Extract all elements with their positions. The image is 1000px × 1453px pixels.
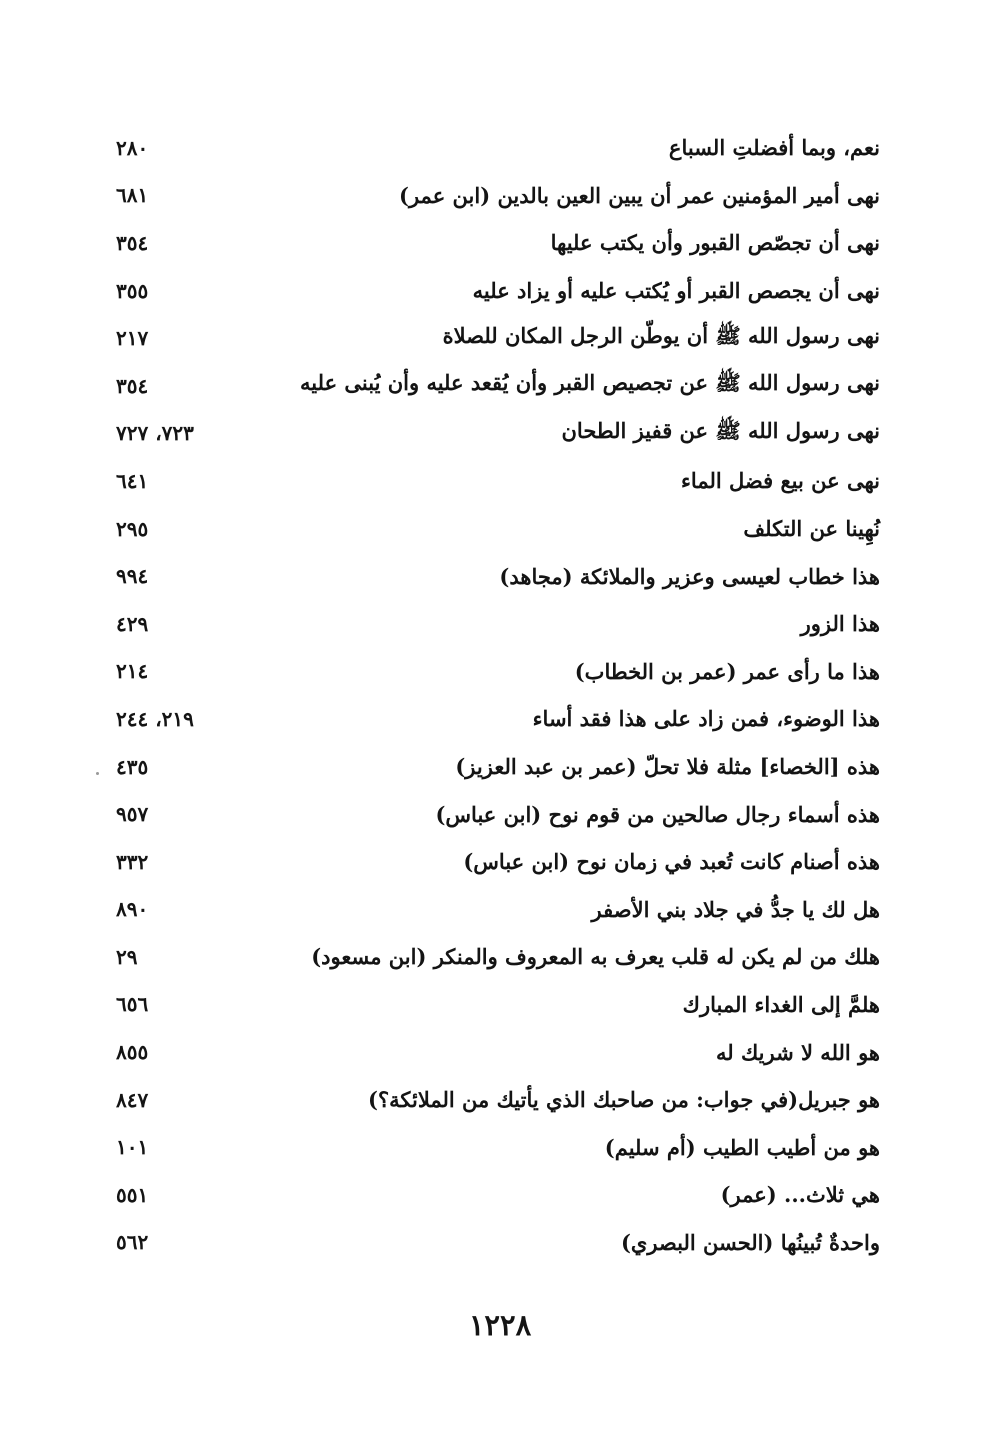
- entry-page-reference: ٧٢٣، ٧٢٧: [116, 421, 194, 446]
- index-entry: [110, 933, 880, 981]
- entry-text: هلك من لم يكن له قلب يعرف به المعروف والمنكر (ابن مسعود): [311, 944, 880, 970]
- entry-page-reference: ٢٩٥: [116, 516, 149, 541]
- entry-text: نهى رسول الله ﷺ عن تجصيص القبر وأن يُقعد عليه وأن يُبنى عليه: [300, 370, 880, 396]
- entry-page-reference: ٦٤١: [116, 468, 149, 493]
- index-entry: [110, 505, 880, 553]
- entry-page-reference: ٢٨٠: [116, 135, 149, 160]
- entry-page-reference: ٤٢٩: [116, 611, 149, 636]
- entry-text: نهى رسول الله ﷺ عن قفيز الطحان: [561, 417, 880, 443]
- index-entry: [110, 124, 880, 172]
- entry-text: هلمَّ إلى الغداء المبارك: [682, 991, 880, 1017]
- entry-text: نهى رسول الله ﷺ أن يوطّن الرجل المكان للصلاة: [442, 322, 880, 348]
- entry-text: هل لك يا جدُّ في جلاد بني الأصفر: [591, 896, 880, 922]
- entry-text: نهى أمير المؤمنين عمر أن يبين العين بالدين (ابن عمر): [399, 182, 880, 208]
- entry-text: نعم، وبما أفضلتِ السباع: [668, 135, 880, 161]
- entry-page-reference: ٢٩: [116, 944, 138, 969]
- index-entry: [110, 838, 880, 886]
- index-entry: [110, 1076, 880, 1124]
- entry-page-reference: ٣٥٥: [116, 278, 149, 303]
- entry-page-reference: ٢١٤: [116, 659, 149, 684]
- entry-page-reference: ٣٣٢: [116, 849, 149, 874]
- entry-page-reference: ٢١٩، ٢٤٤: [116, 706, 194, 731]
- index-entry: [110, 172, 880, 220]
- index-entry: [110, 981, 880, 1029]
- index-entry: [110, 648, 880, 696]
- index-entry: [110, 600, 880, 648]
- index-entry: [110, 457, 880, 505]
- entry-page-reference: ٥٦٢: [116, 1230, 149, 1255]
- entry-text: هو جبريل(في جواب: من صاحبك الذي يأتيك من الملائكة؟): [368, 1087, 880, 1113]
- index-entry: [110, 410, 880, 458]
- page-number: ١٢٢٨: [468, 1308, 532, 1342]
- entry-page-reference: ٦٨١: [116, 183, 149, 208]
- index-entry: [110, 552, 880, 600]
- entry-text: هو من أطيب الطيب (أم سليم): [604, 1134, 880, 1160]
- entry-text: هذه أصنام كانت تُعبد في زمان نوح (ابن عباس): [463, 849, 880, 875]
- index-entry: [110, 314, 880, 362]
- entry-page-reference: ١٠١: [116, 1135, 149, 1160]
- index-entry: [110, 1028, 880, 1076]
- index-entry: [110, 886, 880, 934]
- index-entry: [110, 362, 880, 410]
- entry-page-reference: ٩٩٤: [116, 564, 149, 589]
- index-entry: [110, 743, 880, 791]
- entry-page-reference: ٥٥١: [116, 1182, 149, 1207]
- entry-page-reference: ٣٥٤: [116, 373, 149, 398]
- entry-text: نُهِينا عن التكلف: [743, 516, 880, 542]
- index-entry: [110, 695, 880, 743]
- index-entry: [110, 1123, 880, 1171]
- entry-text: نهى أن تجصّص القبور وأن يكتب عليها: [550, 230, 880, 256]
- entry-text: هو الله لا شريك له: [716, 1039, 880, 1065]
- entry-text: نهى عن بيع فضل الماء: [681, 468, 880, 494]
- entry-page-reference: ٨٩٠: [116, 897, 149, 922]
- entry-text: هذه [الخصاء] مثلة فلا تحلّ (عمر بن عبد العزيز): [455, 754, 880, 780]
- entry-text: هذه أسماء رجال صالحين من قوم نوح (ابن عباس): [435, 801, 880, 827]
- entry-text: واحدةٌ تُبينُها (الحسن البصري): [620, 1229, 880, 1255]
- entry-text: هذا ما رأى عمر (عمر بن الخطاب): [574, 658, 880, 684]
- entry-page-reference: ٩٥٧: [116, 802, 149, 827]
- entry-page-reference: ٢١٧: [116, 326, 149, 351]
- entry-text: نهى أن يجصص القبر أو يُكتب عليه أو يزاد عليه: [472, 278, 880, 304]
- entry-page-reference: ٤٣٥: [116, 754, 149, 779]
- index-entry: [110, 790, 880, 838]
- index-list: [110, 124, 880, 1266]
- entry-text: هي ثلاث... (عمر): [720, 1182, 880, 1208]
- index-entry: [110, 1219, 880, 1267]
- entry-page-reference: ٨٥٥: [116, 1040, 149, 1065]
- entry-text: هذا الوضوء، فمن زاد على هذا فقد أساء: [532, 706, 880, 732]
- entry-page-reference: ٣٥٤: [116, 230, 149, 255]
- index-entry: [110, 1171, 880, 1219]
- index-entry: [110, 267, 880, 315]
- index-entry: [110, 219, 880, 267]
- entry-page-reference: ٨٤٧: [116, 1087, 149, 1112]
- entry-page-reference: ٦٥٦: [116, 992, 149, 1017]
- entry-text: هذا خطاب لعيسى وعزير والملائكة (مجاهد): [499, 563, 880, 589]
- entry-text: هذا الزور: [800, 611, 880, 637]
- scan-speck: [96, 772, 99, 775]
